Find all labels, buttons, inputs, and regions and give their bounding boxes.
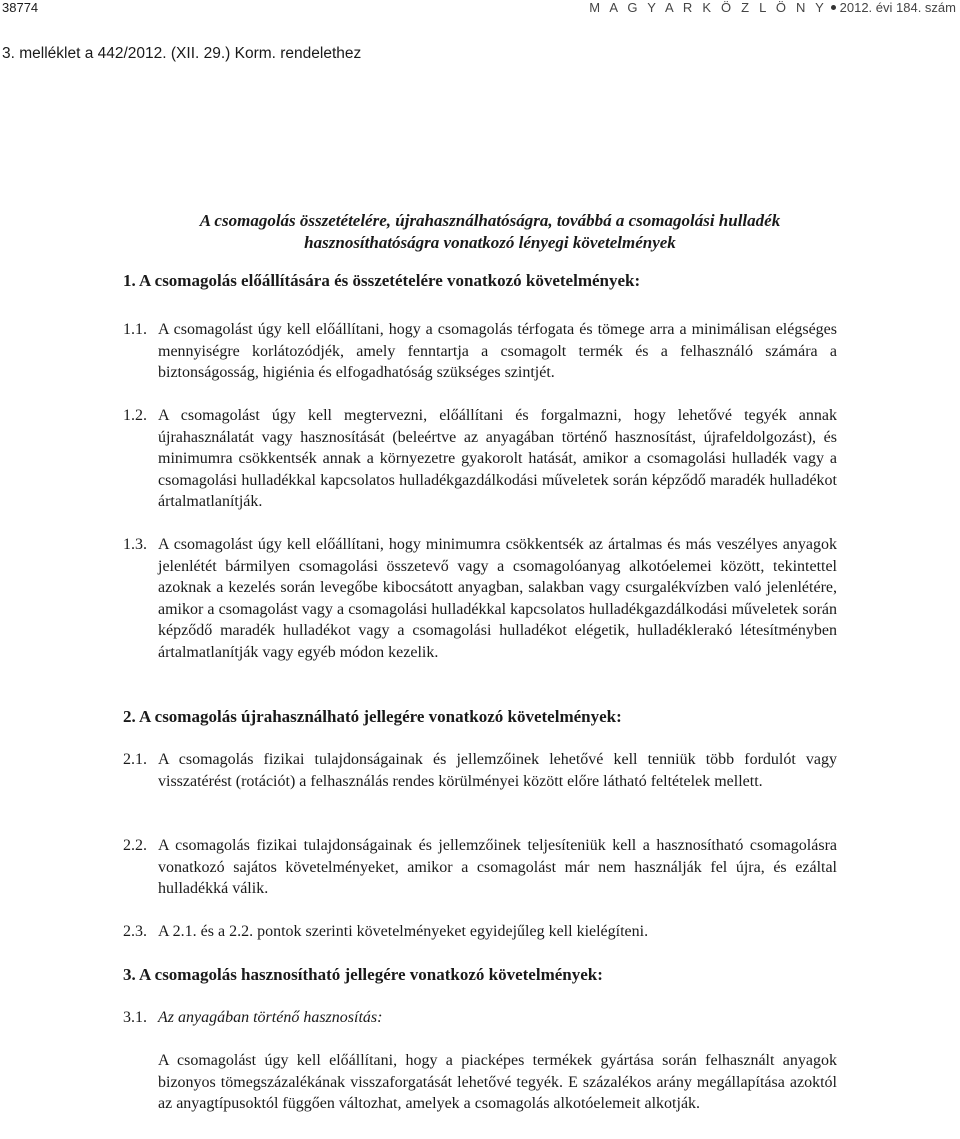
journal-name: M A G Y A R K Ö Z L Ö N Y bbox=[589, 0, 828, 15]
para-1-2-text: A csomagolást úgy kell megtervezni, előállítani és forgalmazni, hogy lehetővé tegyék annak újrahasználatát vagy hasznosítását (beleértve az anyagában történő hasznosítást, újrafeldolgozást), és minimumra csökkentsék annak a környezetre gyakorolt hatását, amikor a csomagolási hulladék vagy a csomagolási hulladékkal kapcsolatos hulladékgazdálkodási műveletek során képződő maradék hulladékot ártalmatlanítják. bbox=[158, 407, 837, 510]
para-2-2-text: A csomagolás fizikai tulajdonságainak és jellemzőinek teljesíteniük kell a hasznosítható csomagolásra vonatkozó sajátos követelményeket, amikor a csomagolást már nem használják fel újra, és ezáltal hulladékká válik. bbox=[158, 837, 837, 897]
para-3-1-text: A csomagolást úgy kell előállítani, hogy a piacképes termékek gyártása során felhasznált anyagok bizonyos tömegszázalékának visszaforgatását lehetővé tegyék. E százalékos arány megállapítása azoktól az anyagtípusoktól függően változhat, amelyek a csomagolás alkotóelemeit alkotják. bbox=[158, 1052, 837, 1112]
para-3-1-number: 3.1. bbox=[123, 1009, 147, 1026]
para-2-1-text: A csomagolás fizikai tulajdonságainak és jellemzőinek lehetővé kell tenniük több fordulót vagy visszatérést (rotációt) a felhasználás rendes körülményei között előre látható feltételek mellett. bbox=[158, 751, 837, 790]
running-header bbox=[589, 0, 956, 15]
para-2-1-number: 2.1. bbox=[123, 751, 147, 768]
page-number: 38774 bbox=[2, 0, 39, 15]
para-2-3-number: 2.3. bbox=[123, 923, 147, 940]
bullet-icon bbox=[831, 5, 836, 10]
section-1-heading: 1. A csomagolás előállítására és összetételére vonatkozó követelmények: bbox=[123, 271, 641, 290]
para-1-1-body: A csomagolást úgy kell előállítani, hogy a csomagolás térfogata és tömege arra a minimálisan elégséges mennyiségre korlátozódjék, amely fenntartja a csomagolt termék és a felhasználó számára a biztonságosság, higiénia és elfogadhatóság szükséges szintjét. bbox=[158, 321, 837, 381]
section-2-heading: 2. A csomagolás újrahasználható jellegére vonatkozó követelmények: bbox=[123, 707, 622, 726]
para-2-2-number: 2.2. bbox=[123, 837, 147, 854]
para-3-1-subtitle: Az anyagában történő hasznosítás: bbox=[158, 1009, 383, 1026]
annex-label: 3. melléklet a 442/2012. (XII. 29.) Korm. rendelethez bbox=[2, 45, 362, 62]
para-1-3-number: 1.3. bbox=[123, 536, 147, 553]
section-3-heading: 3. A csomagolás hasznosítható jellegére vonatkozó követelmények: bbox=[123, 965, 603, 984]
para-1-3-text: A csomagolást úgy kell előállítani, hogy minimumra csökkentsék az ártalmas és más veszélyes anyagok jelenlétét bármilyen csomagolási összetevő vagy a csomagolóanyag alkotóelemei között, tekintettel azoknak a kezelés során levegőbe kibocsátott anyagban, salakban vagy csurgalékvízben való jelenlétére, amikor a csomagolást vagy a csomagolási hulladékkal kapcsolatos hulladékgazdálkodási műveletek során képződő maradék hulladékot vagy a csomagolási hulladékot elégetik, hulladéklerakó létesítményben ártalmatlanítják vagy egyéb módon kezelik. bbox=[158, 536, 837, 661]
issue-label: 2012. évi 184. szám bbox=[839, 0, 956, 15]
document-title: A csomagolás összetételére, újrahasználhatóságra, továbbá a csomagolási hulladék hasznosíthatóságra vonatkozó lényegi követelmények bbox=[199, 211, 781, 252]
para-1-1-number: 1.1. bbox=[123, 321, 147, 338]
para-2-3-text: A 2.1. és a 2.2. pontok szerinti követelményeket egyidejűleg kell kielégíteni. bbox=[158, 923, 649, 940]
para-1-2-number: 1.2. bbox=[123, 407, 147, 424]
para-1-1-text bbox=[158, 319, 837, 384]
